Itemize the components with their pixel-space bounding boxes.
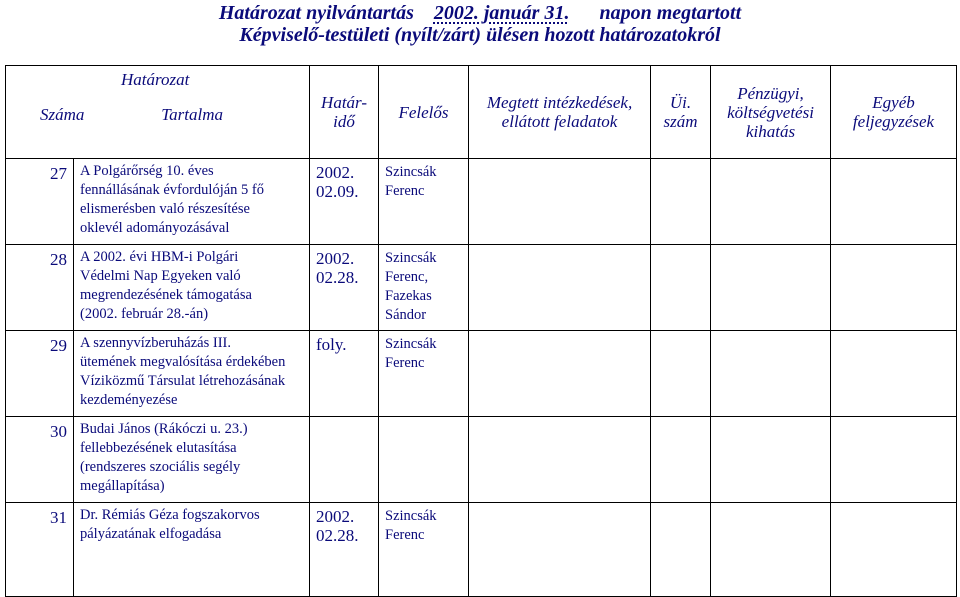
ui-number-cell <box>651 245 711 331</box>
measures-cell <box>469 503 651 597</box>
financial-cell <box>711 245 831 331</box>
deadline-line: 2002. <box>316 249 355 268</box>
resolutions-table <box>5 65 957 597</box>
notes-cell <box>831 417 957 503</box>
measures-cell <box>469 417 651 503</box>
deadline <box>310 503 379 597</box>
content-line: A szennyvízberuházás III. <box>80 335 231 351</box>
deadline <box>310 245 379 331</box>
col-hatarido <box>310 66 379 159</box>
col-megtett-line1: Megtett intézkedések, <box>486 93 633 112</box>
col-ui-line2: szám <box>663 112 698 131</box>
col-hatarido-line2: idő <box>333 112 355 131</box>
content-line: kezdeményezése <box>80 392 178 408</box>
financial-cell <box>711 331 831 417</box>
responsible-line: Ferenc <box>385 355 425 371</box>
resolution-number: 30 <box>6 417 74 503</box>
table-row <box>6 331 957 417</box>
ui-number-cell <box>651 159 711 245</box>
resolution-number: 28 <box>6 245 74 331</box>
financial-cell <box>711 503 831 597</box>
measures-cell <box>469 159 651 245</box>
header-prefix: Határozat nyilvántartás <box>218 2 414 24</box>
notes-cell <box>831 331 957 417</box>
table-header-row <box>6 66 957 159</box>
content-line: ütemének megvalósítása érdekében <box>80 354 286 370</box>
responsible <box>379 503 469 597</box>
document-header <box>0 0 960 46</box>
deadline-line: 02.09. <box>316 182 359 201</box>
ui-number-cell <box>651 417 711 503</box>
deadline-line: foly. <box>316 335 347 354</box>
col-egyeb-line2: feljegyzések <box>852 112 935 131</box>
responsible-line: Szincsák <box>385 508 437 524</box>
col-hatarido-line1: Határ- <box>321 93 367 112</box>
financial-cell <box>711 159 831 245</box>
col-penzugyi-line2: költségvetési <box>727 102 814 122</box>
notes-cell <box>831 245 957 331</box>
financial-cell <box>711 417 831 503</box>
resolution-content <box>74 331 310 417</box>
measures-cell <box>469 245 651 331</box>
responsible-line: Fazekas <box>385 288 432 304</box>
responsible-line: Ferenc, <box>385 269 429 285</box>
content-line: A Polgárőrség 10. éves <box>80 163 214 179</box>
resolution-content <box>74 159 310 245</box>
content-line: megállapítása) <box>80 478 165 494</box>
deadline <box>310 331 379 417</box>
responsible-line: Szincsák <box>385 336 437 352</box>
resolution-number: 29 <box>6 331 74 417</box>
resolution-number: 31 <box>6 503 74 597</box>
table-row <box>6 159 957 245</box>
resolution-number: 27 <box>6 159 74 245</box>
hatarozat-header <box>6 66 310 159</box>
responsible-line: Szincsák <box>385 250 437 266</box>
content-line: Dr. Rémiás Géza fogszakorvos <box>80 507 260 523</box>
notes-cell <box>831 159 957 245</box>
content-line: oklevél adományozásával <box>80 220 230 236</box>
col-megtett <box>469 66 651 159</box>
content-line: pályázatának elfogadása <box>80 526 222 542</box>
header-line-2: Képviselő-testületi (nyílt/zárt) ülésen hozott határozatokról <box>239 24 721 46</box>
col-tartalma: Tartalma <box>161 105 224 124</box>
responsible-line: Ferenc <box>385 527 425 543</box>
content-line: megrendezésének támogatása <box>80 287 252 303</box>
content-line: A 2002. évi HBM-i Polgári <box>80 249 239 265</box>
resolution-content <box>74 503 310 597</box>
deadline-line: 2002. <box>316 507 355 526</box>
responsible <box>379 159 469 245</box>
col-penzugyi-line1: Pénzügyi, <box>737 83 804 103</box>
responsible-line: Sándor <box>385 307 427 323</box>
responsible <box>379 331 469 417</box>
col-egyeb <box>831 66 957 159</box>
content-line: Védelmi Nap Egyeken való <box>80 268 241 284</box>
col-szama: Száma <box>40 105 85 124</box>
resolution-content <box>74 245 310 331</box>
notes-cell <box>831 503 957 597</box>
deadline <box>310 417 379 503</box>
table-row <box>6 503 957 597</box>
content-line: elismerésben való részesítése <box>80 201 250 217</box>
col-egyeb-line1: Egyéb <box>872 93 915 112</box>
deadline-line: 02.28. <box>316 526 359 545</box>
hatarozat-title: Határozat <box>121 70 190 89</box>
content-line: Víziközmű Társulat létrehozásának <box>80 373 286 389</box>
hatarozat-subheaders <box>6 89 309 124</box>
content-line: Budai János (Rákóczi u. 23.) <box>80 421 248 437</box>
resolution-content <box>74 417 310 503</box>
responsible-line: Ferenc <box>385 183 425 199</box>
content-line: fellebbezésének elutasítása <box>80 440 237 456</box>
col-megtett-line2: ellátott feladatok <box>501 112 618 131</box>
ui-number-cell <box>651 503 711 597</box>
header-line-1 <box>0 2 960 24</box>
deadline-line: 2002. <box>316 163 355 182</box>
table-row <box>6 417 957 503</box>
col-penzugyi-line3: kihatás <box>745 121 796 141</box>
col-ui-szam <box>651 66 711 159</box>
col-ui-line1: Üi. <box>669 93 692 112</box>
header-suffix: napon megtartott <box>599 2 742 24</box>
responsible-line: Szincsák <box>385 164 437 180</box>
deadline <box>310 159 379 245</box>
content-line: fennállásának évfordulóján 5 fő <box>80 182 264 198</box>
responsible <box>379 417 469 503</box>
ui-number-cell <box>651 331 711 417</box>
content-line: (rendszeres szociális segély <box>80 459 241 475</box>
responsible <box>379 245 469 331</box>
col-penzugyi <box>711 66 831 159</box>
meeting-date: 2002. január 31. <box>433 2 570 24</box>
deadline-line: 02.28. <box>316 268 359 287</box>
measures-cell <box>469 331 651 417</box>
table-row <box>6 245 957 331</box>
content-line: (2002. február 28.-án) <box>80 306 209 322</box>
col-felelos: Felelős <box>379 66 469 159</box>
